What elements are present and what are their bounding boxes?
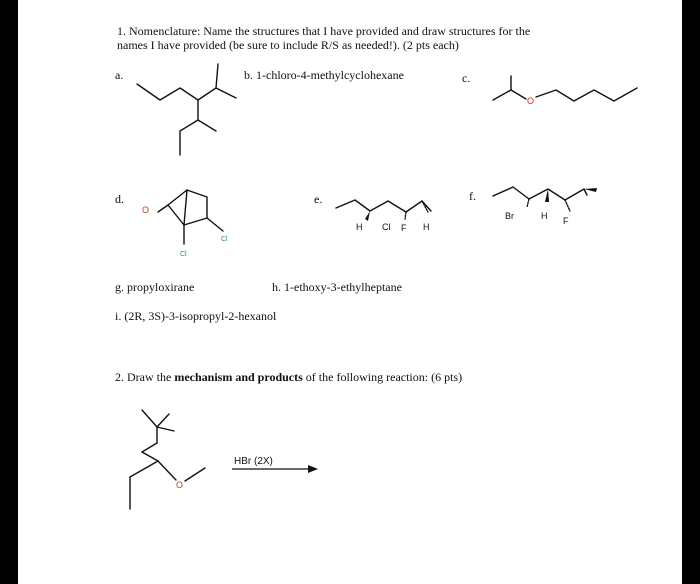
label-e: e.	[314, 192, 323, 206]
question-2-suffix: of the following reaction: (6 pts)	[302, 370, 463, 384]
reaction-arrow	[232, 465, 318, 473]
atom-bromine-f: Br	[505, 211, 514, 221]
structure-c	[493, 76, 637, 106]
label-c: c.	[462, 71, 471, 85]
question-2-prefix: 2. Draw the	[115, 370, 175, 384]
label-i: i. (2R, 3S)-3-isopropyl-2-hexanol	[115, 309, 277, 323]
question-1-line-1: 1. Nomenclature: Name the structures that I have provided and draw structures for the	[117, 24, 531, 38]
atom-oxygen-d: O	[142, 205, 150, 215]
structure-d	[142, 190, 228, 258]
label-h: h. 1-ethoxy-3-ethylheptane	[272, 280, 402, 294]
question-1-line-2: names I have provided (be sure to include R/S as needed!). (2 pts each)	[117, 38, 459, 52]
atom-hydrogen-e1: H	[356, 222, 363, 232]
atom-chlorine-d2: Cl	[180, 251, 187, 258]
atom-chlorine-e: Cl	[382, 222, 391, 232]
atom-oxygen-c: O	[527, 96, 535, 106]
structure-e	[336, 200, 431, 233]
structure-drawings	[18, 0, 682, 584]
reactant-structure	[130, 410, 205, 509]
wedge-e1	[365, 211, 370, 221]
atom-hydrogen-f: H	[541, 211, 548, 221]
structure-a	[137, 64, 236, 155]
reagent-label: HBr (2X)	[234, 456, 273, 467]
label-b: b. 1-chloro-4-methylcyclohexane	[244, 68, 404, 82]
atom-fluorine-e: F	[401, 223, 407, 233]
label-a: a.	[115, 68, 124, 82]
atom-chlorine-d1: Cl	[221, 236, 228, 243]
structure-f	[493, 187, 597, 226]
label-g: g. propyloxirane	[115, 280, 195, 294]
atom-hydrogen-e2: H	[423, 222, 430, 232]
question-2-bold: mechanism and products	[174, 370, 303, 384]
atom-oxygen-reactant: O	[176, 480, 184, 490]
atom-fluorine-f: F	[563, 216, 569, 226]
label-f: f.	[469, 189, 476, 203]
worksheet-page	[18, 0, 682, 584]
label-d: d.	[115, 192, 124, 206]
